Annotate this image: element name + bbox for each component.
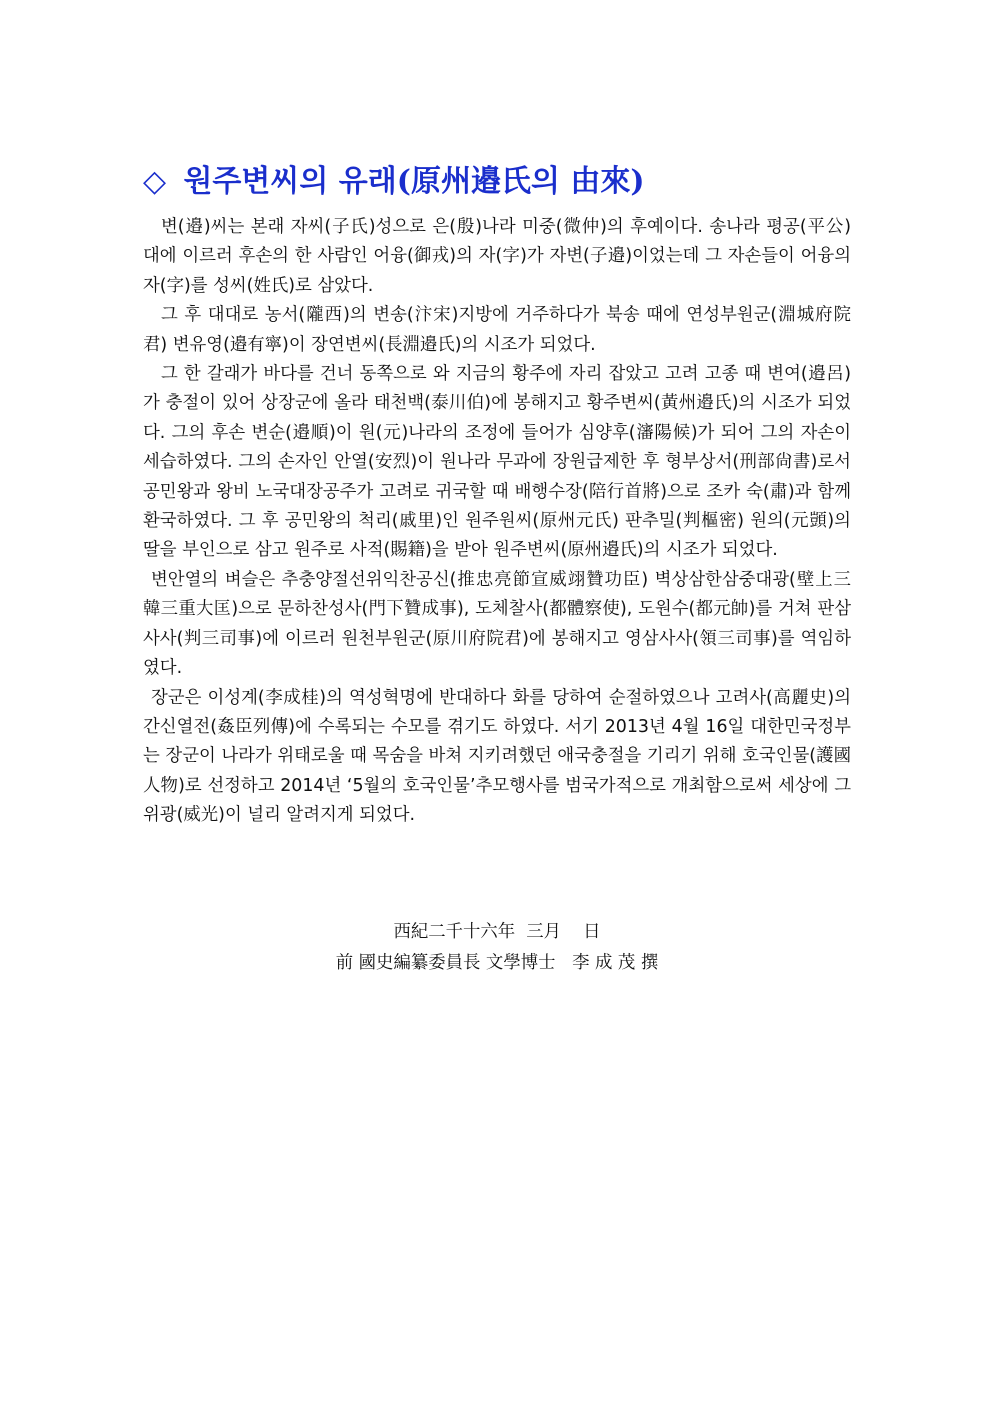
diamond-icon: ◇ xyxy=(143,164,167,199)
author-line: 前 國史編纂委員長 文學博士 李 成 茂 撰 xyxy=(335,953,659,973)
document-body xyxy=(143,213,851,831)
paragraph-titles: 변안열의 벼슬은 추충양절선위익찬공신(推忠亮節宣威翊贊功臣) 벽상삼한삼중대광(壁上三韓三重大匡)으로 문하찬성사(門下贊成事), 도체찰사(都體察使), 도원수(都元帥)를 거쳐 판삼사사(判三司事)에 이르러 원천부원군(原川府院君)에 봉해지고 영삼사사(領三司事)를 역임하였다. xyxy=(143,569,851,679)
paragraph-jangyeon: 그 후 대대로 농서(隴西)의 변송(汴宋)지방에 거주하다가 북송 때에 연성부원군(淵城府院君) 변유영(邉有寧)이 장연변씨(長淵邉氏)의 시조가 되었다. xyxy=(143,305,851,355)
paragraph-general: 장군은 이성계(李成桂)의 역성혁명에 반대하다 화를 당하여 순절하였으나 고려사(高麗史)의 간신열전(姦臣列傳)에 수록되는 수모를 겪기도 하였다. 서기 2013년 4월 16일 대한민국정부는 장군이 나라가 위태로울 때 목숨을 바쳐 지키려했던 애국충절을 기리기 위해 호국인물(護國人物)로 선정하고 2014년 ‘5월의 호국인물’추모행사를 범국가적으로 개최함으로써 세상에 그 위광(威光)이 널리 알려지게 되었다. xyxy=(143,687,851,826)
paragraph-origin: 변(邉)씨는 본래 자씨(子氏)성으로 은(殷)나라 미중(微仲)의 후예이다. 송나라 평공(平公) 대에 이르러 후손의 한 사람인 어융(御戎)의 자(字)가 자변(子邉)이었는데 그 자손들이 어융의 자(字)를 성씨(姓氏)로 삼았다. xyxy=(143,217,851,296)
document-title xyxy=(143,160,863,204)
paragraph-hwangju: 그 한 갈래가 바다를 건너 동쪽으로 와 지금의 황주에 자리 잡았고 고려 고종 때 변여(邉呂)가 충절이 있어 상장군에 올라 태천백(泰川伯)에 봉해지고 황주변씨(黃州邉氏)의 시조가 되었다. 그의 후손 변순(邉順)이 원(元)나라의 조정에 들어가 심양후(瀋陽候)가 되어 그의 자손이 세습하였다. 그의 손자인 안열(安烈)이 원나라 무과에 장원급제한 후 형부상서(刑部尙書)로서 공민왕과 왕비 노국대장공주가 고려로 귀국할 때 배행수장(陪行首將)으로 조카 숙(肅)과 함께 환국하였다. 그 후 공민왕의 척리(戚里)인 원주원씨(原州元氏) 판추밀(判樞密) 원의(元顗)의 딸을 부인으로 삼고 원주로 사적(賜籍)을 받아 원주변씨(原州邉氏)의 시조가 되었다. xyxy=(143,364,851,561)
date-line: 西紀二千十六年 三月 日 xyxy=(393,922,601,942)
title-text: 원주변씨의 유래(原州邉氏의 由來) xyxy=(183,164,645,199)
